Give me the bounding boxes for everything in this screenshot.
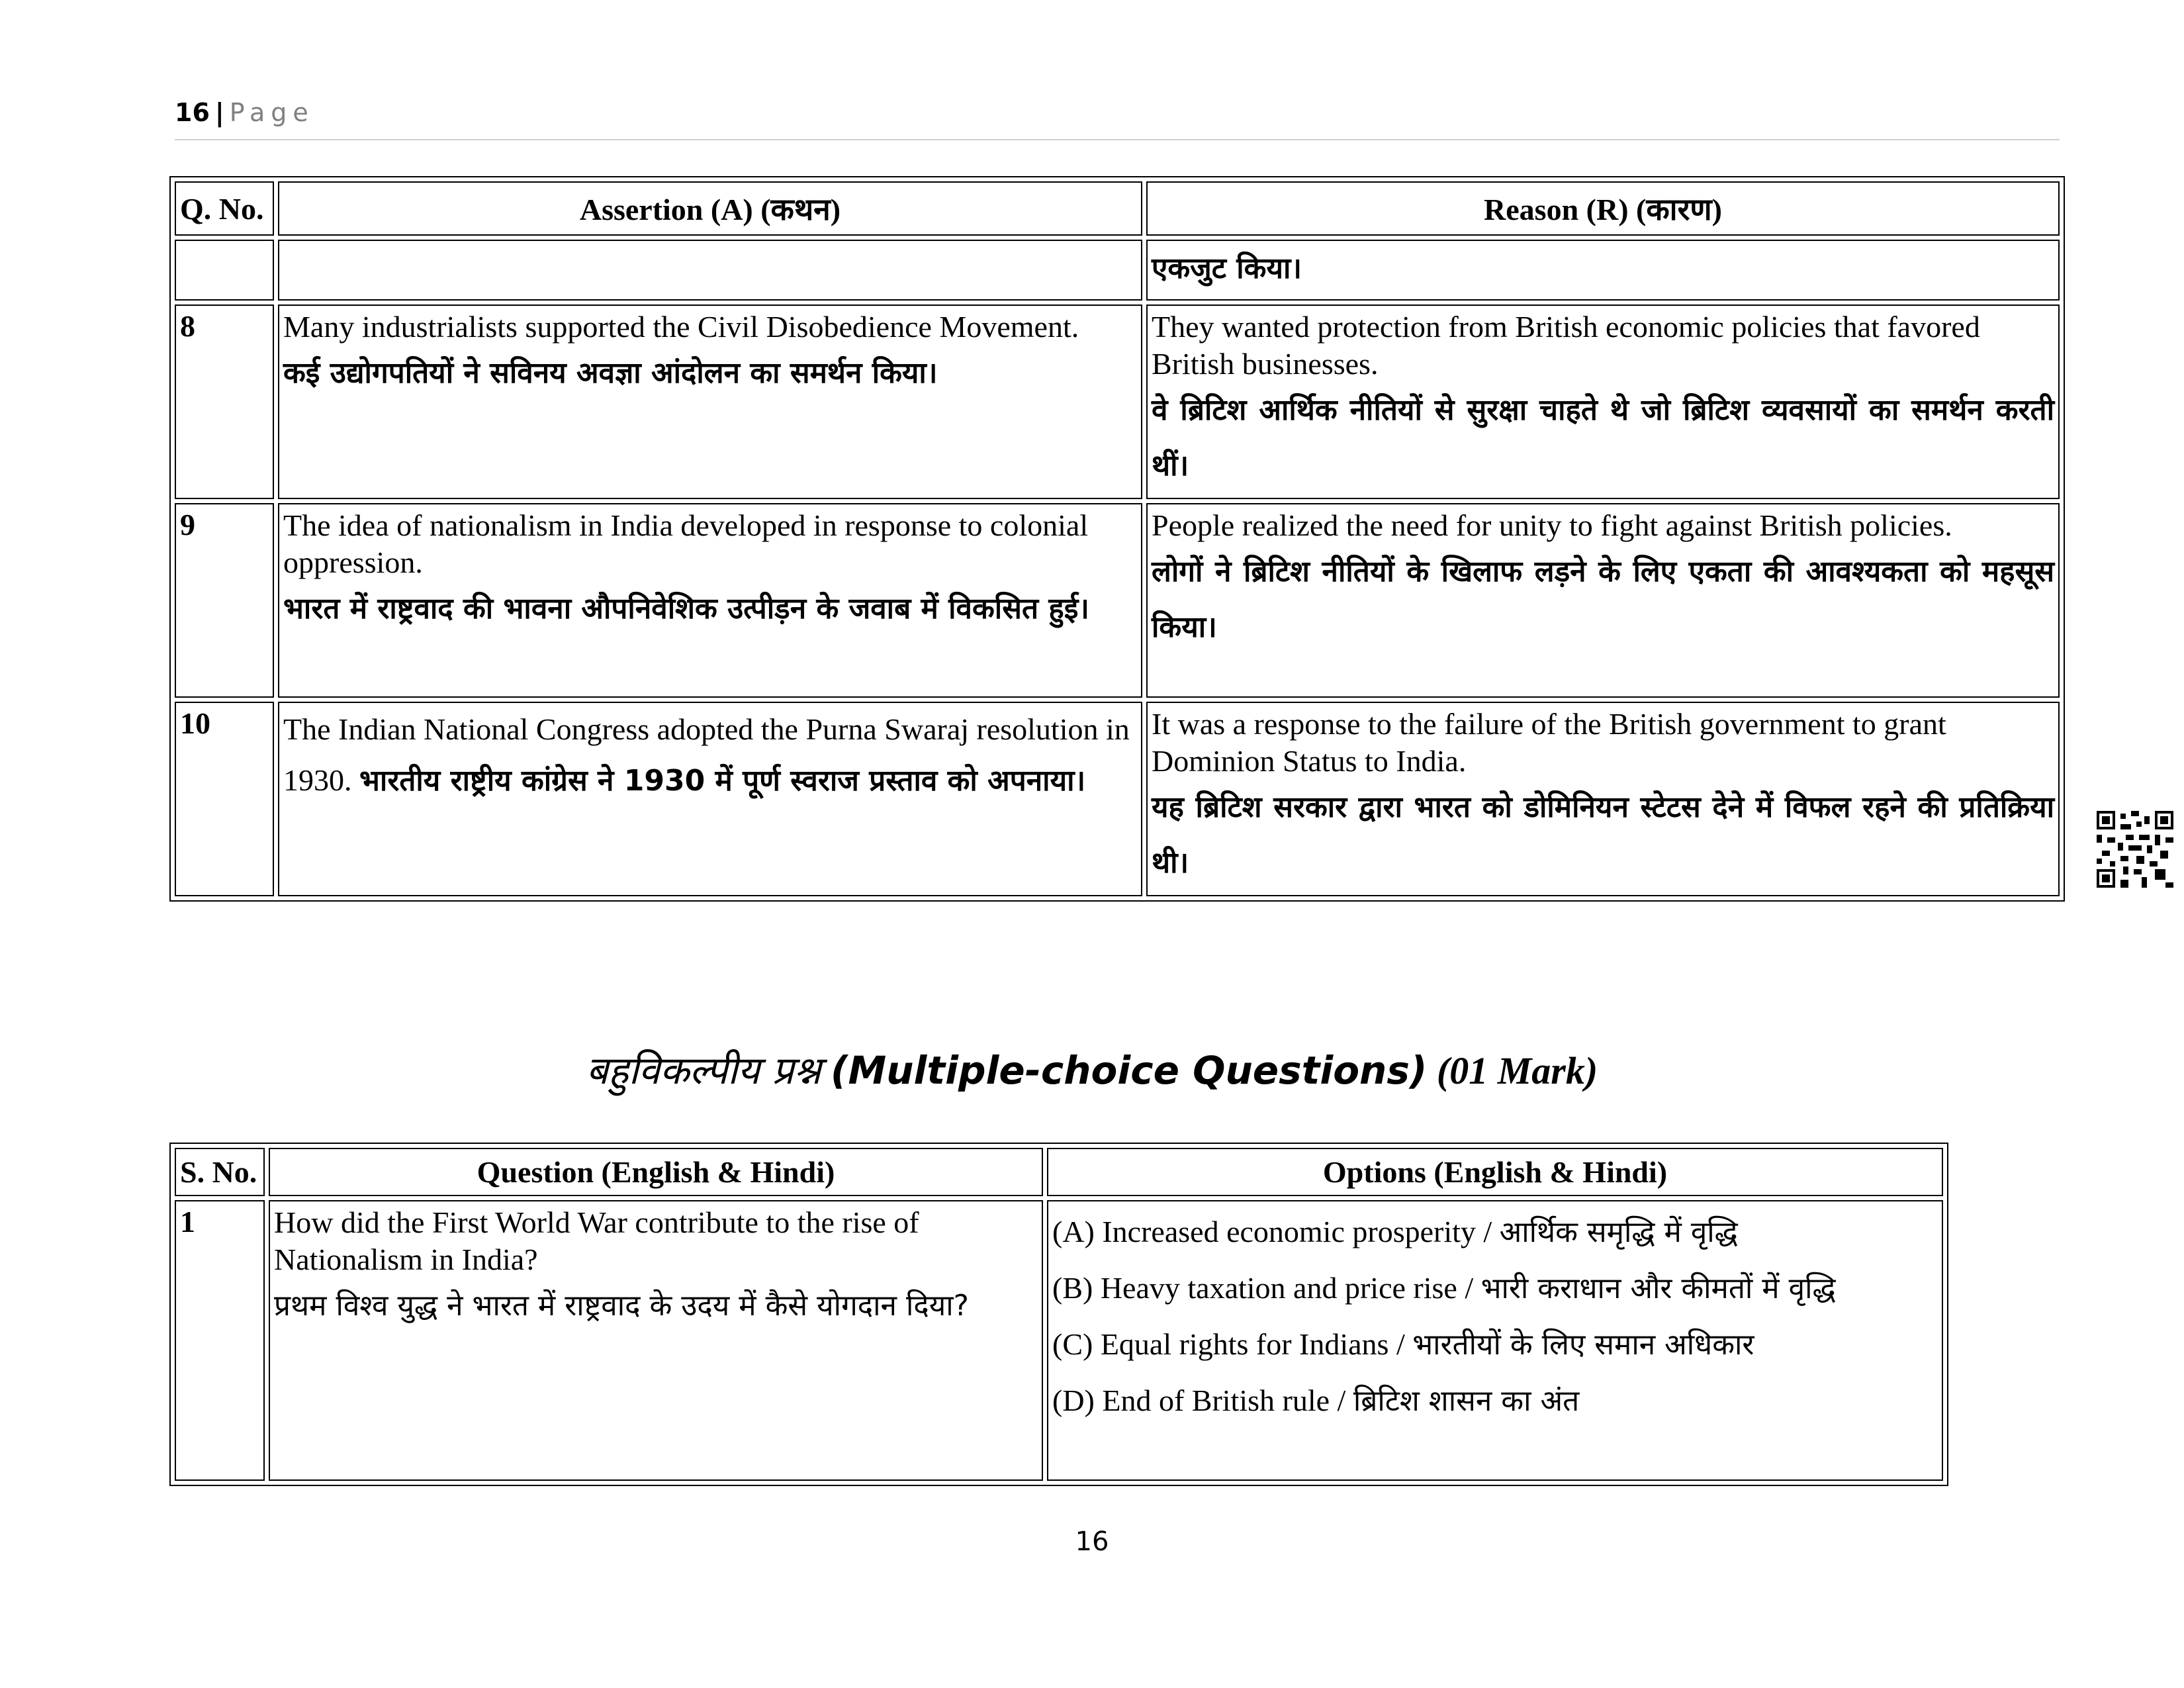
question-number: 9	[180, 508, 195, 541]
option-b	[1052, 1260, 1938, 1317]
qno-cell	[175, 702, 274, 896]
option-c	[1052, 1317, 1938, 1373]
reason-hindi: लोगों ने ब्रिटिश नीतियों के खिलाफ लड़ने के लिए एकता की आवश्यकता को महसूस किया।	[1152, 555, 2054, 644]
question-number: 8	[180, 309, 195, 343]
assertion-cell	[278, 503, 1142, 698]
options-cell	[1047, 1200, 1943, 1481]
reason-hindi: एकजुट किया।	[1152, 252, 1302, 285]
section-title-hindi: बहुविकल्पीय प्रश्न	[586, 1048, 821, 1093]
header-separator: |	[214, 98, 224, 127]
assertion-english: The Indian National Congress adopted the Purna Swaraj resolution in 1930.	[283, 712, 1130, 797]
assertion-mixed	[283, 706, 1137, 809]
option-a-english: (A) Increased economic prosperity /	[1052, 1215, 1500, 1248]
qno-cell	[175, 503, 274, 698]
question-english: How did the First World War contribute to the rise of Nationalism in India?	[274, 1205, 919, 1276]
option-d-hindi: ब्रिटिश शासन का अंत	[1353, 1384, 1580, 1418]
option-d	[1052, 1373, 1938, 1429]
reason-english: It was a response to the failure of the British government to grant Dominion Status to India.	[1152, 707, 1946, 778]
section-title	[0, 1043, 2184, 1095]
assertion-english: The idea of nationalism in India developed in response to colonial oppression.	[283, 508, 1089, 579]
table-row	[175, 305, 2060, 499]
table-header-row	[175, 181, 2060, 236]
reason-english: People realized the need for unity to fight against British policies.	[1152, 508, 1952, 542]
option-b-hindi: भारी कराधान और कीमतों में वृद्धि	[1480, 1272, 1836, 1305]
qno-header: Q. No.	[175, 181, 274, 236]
assertion-hindi: भारत में राष्ट्रवाद की भावना औपनिवेशिक उत्पीड़न के जवाब में विकसित हुई।	[283, 592, 1089, 626]
reason-cell	[1146, 503, 2060, 698]
reason-header: Reason (R) (कारण)	[1146, 181, 2060, 236]
assertion-english: Many industrialists supported the Civil Disobedience Movement.	[283, 310, 1079, 344]
question-header: Question (English & Hindi)	[269, 1148, 1043, 1196]
qr-code-icon	[2097, 811, 2173, 888]
sno-header: S. No.	[175, 1148, 265, 1196]
table-header-row	[175, 1148, 1943, 1196]
qno-cell	[175, 240, 274, 301]
table-row	[175, 702, 2060, 896]
qno-cell	[175, 305, 274, 499]
header-page-label: Page	[229, 98, 314, 127]
section-title-english: (Multiple-choice Questions)	[831, 1048, 1428, 1093]
page-header	[175, 98, 2060, 140]
table-row	[175, 1200, 1943, 1481]
question-cell	[269, 1200, 1043, 1481]
question-number: 1	[180, 1205, 195, 1239]
option-b-english: (B) Heavy taxation and price rise /	[1052, 1271, 1481, 1305]
assertion-cell	[278, 702, 1142, 896]
assertion-reason-table	[169, 176, 2065, 902]
reason-english: They wanted protection from British economic policies that favored British businesses.	[1152, 310, 1980, 381]
table-row-continued	[175, 240, 2060, 301]
reason-hindi: वे ब्रिटिश आर्थिक नीतियों से सुरक्षा चाहते थे जो ब्रिटिश व्यवसायों का समर्थन करती थीं।	[1152, 393, 2054, 483]
option-d-english: (D) End of British rule /	[1052, 1383, 1353, 1417]
question-number: 10	[180, 706, 210, 740]
assertion-hindi: भारतीय राष्ट्रीय कांग्रेस ने 1930 में पूर्ण स्वराज प्रस्ताव को अपनाया।	[359, 764, 1086, 798]
option-c-english: (C) Equal rights for Indians /	[1052, 1327, 1413, 1361]
option-a-hindi: आर्थिक समृद्धि में वृद्धि	[1499, 1215, 1738, 1249]
table-row	[175, 503, 2060, 698]
option-a	[1052, 1204, 1938, 1260]
assertion-cell	[278, 240, 1142, 301]
question-hindi: प्रथम विश्व युद्ध ने भारत में राष्ट्रवाद के उदय में कैसे योगदान दिया?	[274, 1289, 969, 1323]
section-title-mark: (01 Mark)	[1436, 1049, 1598, 1092]
options-header: Options (English & Hindi)	[1047, 1148, 1943, 1196]
reason-cell	[1146, 702, 2060, 896]
sno-cell	[175, 1200, 265, 1481]
option-c-hindi: भारतीयों के लिए समान अधिकार	[1412, 1328, 1754, 1362]
header-page-number: 16	[175, 98, 210, 127]
assertion-cell	[278, 305, 1142, 499]
page-footer-number: 16	[1075, 1526, 1109, 1557]
reason-cell	[1146, 305, 2060, 499]
reason-hindi: यह ब्रिटिश सरकार द्वारा भारत को डोमिनियन स्टेटस देने में विफल रहने की प्रतिक्रिया थी।	[1152, 790, 2054, 880]
assertion-header: Assertion (A) (कथन)	[278, 181, 1142, 236]
reason-cell	[1146, 240, 2060, 301]
assertion-hindi: कई उद्योगपतियों ने सविनय अवज्ञा आंदोलन का समर्थन किया।	[283, 356, 938, 390]
mcq-table	[169, 1143, 1948, 1486]
